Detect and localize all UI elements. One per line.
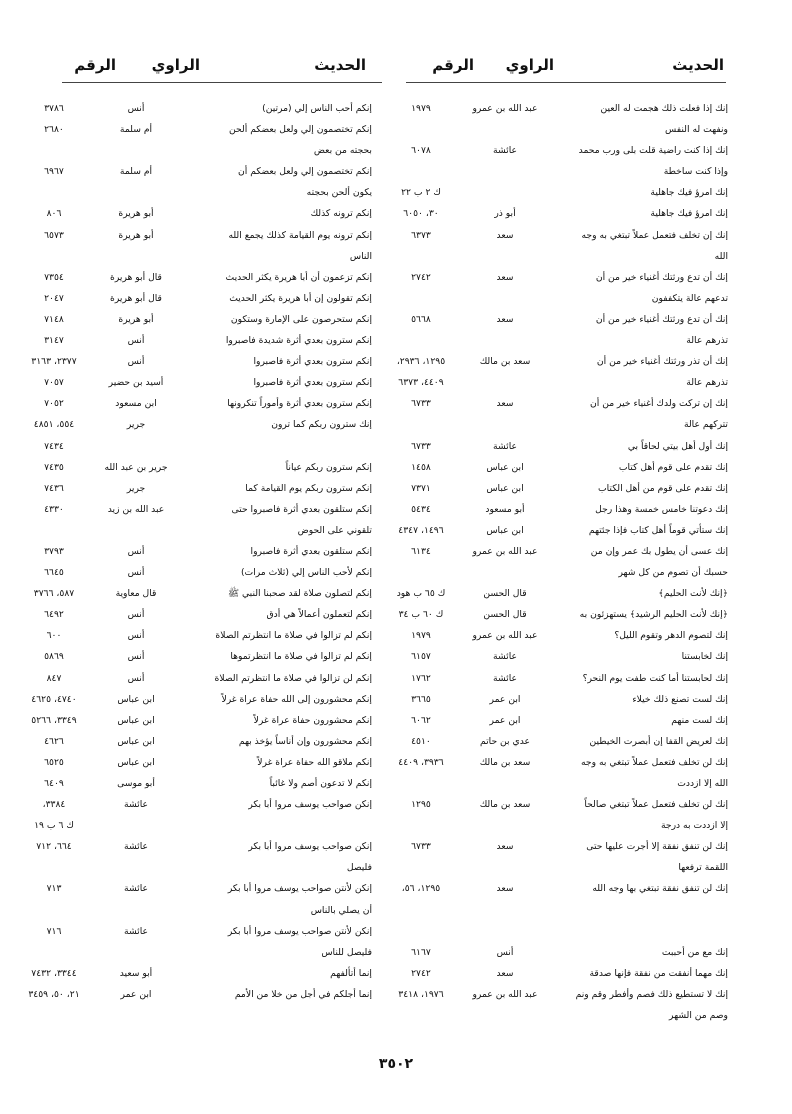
left-narrator-cell: أبو سعيد [119, 967, 153, 979]
left-number-cell: ك ٦ ب ١٩ [34, 820, 74, 832]
right-narrator-cell: أبو ذر [494, 208, 516, 220]
right-number-cell: ١٢٩٥، ٥٦، [401, 883, 441, 895]
left-narrator-cell: أسيد بن حضير [108, 377, 164, 389]
right-hadith-cell: اللقمة ترفعها [678, 862, 728, 874]
left-narrator-cell: قال معاوية [115, 588, 157, 600]
right-hadith-cell: إنك دعوتنا خامس خمسة وهذا رجل [595, 503, 728, 515]
left-number-cell: ٢٣٧٧، ٣١٦٣ [31, 356, 77, 368]
table-row [0, 140, 792, 161]
right-narrator-cell: سعد [496, 398, 514, 410]
table-row [0, 457, 792, 478]
left-hadith-cell: إنما أتألفهم [330, 967, 372, 979]
left-number-cell: ٦٠٠ [46, 630, 62, 642]
left-narrator-cell: عائشة [124, 925, 148, 937]
right-hadith-cell: إنك أن تدع ورثتك أغنياء خير من أن [595, 313, 728, 325]
left-narrator-cell: جرير بن عبد الله [104, 461, 168, 473]
right-number-cell: ٣٦٦٥ [411, 693, 431, 705]
left-hadith-cell: إنكم ستلقون بعدي أثرة فاصبروا [250, 545, 372, 557]
right-number-cell: ١٩٧٦، ٣٤١٨ [398, 988, 444, 1000]
right-narrator-cell: سعد [496, 313, 514, 325]
right-number-cell: ١٩٧٩ [411, 103, 431, 114]
right-narrator-cell: قال الحسن [483, 609, 527, 621]
left-hadith-cell: إنكم سترون بعدي أثرة فاصبروا [253, 377, 372, 389]
table-row [0, 710, 792, 731]
left-narrator-cell: عائشة [124, 841, 148, 853]
right-narrator-cell: عائشة [493, 651, 517, 663]
left-number-cell: ٧٤٣٥ [44, 461, 64, 473]
right-narrator-cell: عبد الله بن عمرو [472, 545, 538, 557]
left-hadith-cell: تلقوني على الحوض [297, 524, 372, 536]
left-number-cell: ٢١، ٥٠، ٣٤٥٩ [28, 988, 80, 1000]
left-narrator-cell: أم سلمة [119, 124, 153, 136]
right-narrator-cell: ابن عمر [489, 693, 521, 705]
right-hadith-cell: إنك إذا فعلت ذلك هجمت له العين [600, 103, 728, 114]
right-hadith-cell: إنك امرؤ فيك جاهلية [650, 208, 728, 220]
left-hadith-cell: إنكن صواحب يوسف مروا أبا بكر [248, 841, 372, 853]
right-narrator-cell: ابن عباس [486, 461, 524, 473]
left-number-cell: ٦٦٤، ٧١٢ [36, 841, 72, 853]
left-number-cell: ٧٤٣٦ [44, 482, 64, 494]
left-hadith-cell: إنكم سترون بعدي أثرة فاصبروا [253, 356, 372, 368]
table-row [0, 942, 792, 963]
right-hadith-cell: إنك لخابستنا [681, 651, 728, 663]
right-hadith-cell: ونفهت له النفس [665, 124, 728, 136]
left-number-cell: ٣٣٤٩، ٥٢٦٦ [31, 714, 77, 726]
right-hadith-cell: إنك امرؤ فيك جاهلية [650, 187, 728, 199]
left-narrator-cell: جرير [126, 419, 146, 431]
table-row [0, 499, 792, 520]
table-row [0, 815, 792, 836]
left-hadith-cell: إنكم سترون بعدي أثرة وأموراً تنكرونها [227, 398, 372, 410]
right-hadith-cell: وصم من الشهر [669, 1010, 728, 1022]
table-row [0, 267, 792, 288]
table-row [0, 541, 792, 562]
right-narrator-cell: ابن عمر [489, 714, 521, 726]
right-number-cell: ١٢٩٥ [411, 799, 431, 811]
left-hadith-cell: إنكم أحب الناس إلي (مرتين) [262, 103, 372, 114]
left-number-cell: ٨٠٦ [46, 208, 62, 220]
left-hadith-cell: إنكم تختصمون إلي ولعل بعضكم أن [237, 166, 372, 178]
table-row [0, 330, 792, 351]
left-narrator-cell: ابن مسعود [115, 398, 157, 410]
left-narrator-cell: أنس [127, 630, 145, 642]
right-hadith-cell: إنك لا تستطيع ذلك فصم وأفطر وقم ونم [575, 988, 728, 1000]
left-hadith-cell: إنكم سترون ربكم يوم القيامة كما [245, 482, 372, 494]
right-number-cell: ٣٠، ٦٠٥٠ [403, 208, 439, 220]
right-hadith-cell: إنك مع من أحببت [661, 946, 728, 958]
table-row [0, 900, 792, 921]
left-hadith-cell: إنكم تزعمون أن أبا هريرة يكثر الحديث [225, 271, 372, 283]
right-hadith-cell: إنك لست تصنع ذلك خيلاء [632, 693, 728, 705]
right-hadith-cell: تذرهم عالة [686, 335, 728, 347]
right-number-cell: ٥٦٦٨ [411, 313, 431, 325]
left-number-cell: ٧٠٥٧ [44, 377, 64, 389]
right-hadith-cell: إنك لن تنفق نفقة إلا أجرت عليها حتى [586, 841, 728, 853]
table-row [0, 857, 792, 878]
left-number-cell: ٦٥٧٣ [44, 229, 64, 241]
left-number-cell: ٧٤٣٤ [44, 440, 64, 452]
table-row [0, 604, 792, 625]
right-hadith-cell: ﴿إنك لأنت الحليم الرشيد﴾ يستهزئون به [579, 609, 728, 621]
left-number-cell: ٣٣٤٤، ٧٤٣٢ [31, 967, 77, 979]
table-row [0, 963, 792, 984]
table-row [0, 309, 792, 330]
left-number-cell: ٢٠٤٧ [44, 292, 64, 304]
left-number-cell: ٢٦٨٠ [44, 124, 64, 136]
table-row [0, 773, 792, 794]
table-row [0, 203, 792, 224]
right-hadith-cell: وإذا كنت ساخطة [663, 166, 728, 178]
right-hadith-cell: إنك تقدم على قوم من أهل الكتاب [597, 482, 728, 494]
right-hadith-cell: إلا ازددت به درجة [661, 820, 728, 832]
left-hadith-cell: إنكم لن تزالوا في صلاة ما انتظرتم الصلاة [214, 672, 372, 684]
left-hadith-cell: إنكم ترونه يوم القيامة كذلك يجمع الله [228, 229, 372, 241]
left-narrator-cell: ابن عمر [120, 988, 152, 1000]
left-narrator-cell: أبو هريرة [118, 208, 154, 220]
right-narrator-cell: عائشة [493, 440, 517, 452]
right-number-cell: ٦١٦٧ [411, 946, 431, 958]
table-row [0, 351, 792, 372]
left-hadith-cell: بحجته من بعض [313, 145, 372, 157]
left-narrator-cell: أنس [127, 335, 145, 347]
right-hadith-cell: إنك إذا كنت راضية قلت بلى ورب محمد [578, 145, 728, 157]
left-hadith-cell: إنك سترون ربكم كما ترون [271, 419, 372, 431]
left-hadith-cell: إنكم لا تدعون أصم ولا غائباً [269, 778, 372, 789]
right-hadith-cell: إنك تقدم على قوم أهل كتاب [618, 461, 728, 473]
right-hadith-cell: تدعهم عالة يتكففون [651, 292, 728, 304]
right-hadith-cell: إنك عسى أن يطول بك عمر وإن من [590, 545, 728, 557]
right-narrator-cell: سعد [496, 271, 514, 283]
right-number-cell: ٦١٣٤ [411, 545, 431, 557]
left-narrator-cell: أم سلمة [119, 166, 153, 178]
right-narrator-cell: سعد بن مالك [479, 799, 531, 811]
table-row [0, 119, 792, 140]
left-number-cell: ٧١٤٨ [44, 313, 64, 325]
left-number-cell: ٣٧٩٣ [44, 545, 64, 557]
left-narrator-header: الراوي [151, 56, 200, 74]
right-narrator-cell: سعد بن مالك [479, 756, 531, 768]
left-hadith-cell: إنكم ترونه كذلك [310, 208, 372, 220]
left-hadith-cell: أن يصلي بالناس [310, 904, 372, 916]
right-hadith-cell: إنك أول أهل بيتي لحاقاً بي [627, 440, 728, 452]
right-hadith-cell: الله [714, 250, 728, 262]
right-number-cell: ٢٧٤٢ [411, 967, 431, 979]
left-narrator-cell: أنس [127, 545, 145, 557]
right-narrator-cell: عائشة [493, 672, 517, 684]
left-hadith-cell: إنكم لتصلون صلاة لقد صحبنا النبي ﷺ [228, 588, 372, 600]
left-hadith-cell: إنكن لأنتن صواحب يوسف مروا أبا بكر [227, 925, 372, 937]
right-number-cell: ٧٣٧١ [411, 482, 431, 494]
right-hadith-cell: إنك لن تخلف فتعمل عملاً تبتغي به وجه [581, 756, 728, 768]
left-hadith-cell: إنكم ملاقو الله حفاة عراة غرلاً [257, 756, 372, 768]
left-narrator-cell: أنس [127, 672, 145, 684]
right-hadith-cell: تذرهم عالة [686, 377, 728, 389]
left-narrator-cell: أبو موسى [117, 778, 155, 789]
right-number-cell: ١٤٩٦، ٤٣٤٧ [398, 524, 444, 536]
right-number-cell: ٦١٥٧ [411, 651, 431, 663]
right-hadith-cell: إنك إن تخلف فتعمل عملاً تبتغي به وجه [581, 229, 728, 241]
right-number-cell: ٦٧٣٣ [411, 398, 431, 410]
table-row [0, 98, 792, 119]
right-number-cell: ٢٧٤٢ [411, 271, 431, 283]
right-narrator-cell: سعد [496, 883, 514, 895]
table-row [0, 583, 792, 604]
left-number-cell: ٤٦٢٦ [44, 735, 64, 747]
left-hadith-header: الحديث [314, 56, 366, 74]
left-hadith-cell: إنكم لم تزالوا في صلاة ما انتظرتموها [230, 651, 372, 663]
right-number-cell: ك ٢ ب ٢٢ [401, 187, 441, 199]
table-row [0, 625, 792, 646]
left-hadith-cell: إنكم لتعملون أعمالاً هي أدق [266, 609, 372, 621]
table-row [0, 478, 792, 499]
left-hadith-cell: إنكم تقولون إن أبا هريرة يكثر الحديث [229, 292, 372, 304]
left-narrator-cell: أنس [127, 567, 145, 579]
right-hadith-cell: ﴿إنك لأنت الحليم﴾ [658, 588, 728, 600]
table-row [0, 921, 792, 942]
right-narrator-cell: سعد [496, 229, 514, 241]
right-hadith-cell: إنك لن تخلف فتعمل عملاً تبتغي صالحاً [584, 799, 728, 811]
left-hadith-cell: إنكم ستحرصون على الإمارة وستكون [230, 313, 372, 325]
right-number-cell: ١٢٩٥، ٢٩٣٦، [396, 356, 446, 368]
right-hadith-cell: تتركهم عالة [683, 419, 728, 431]
left-number-cell: ٨٤٧ [46, 672, 62, 684]
left-hadith-cell: إنكم سترون بعدي أثرة شديدة فاصبروا [225, 335, 372, 347]
right-number-cell: ك ٦٠ ب ٣٤ [398, 609, 444, 621]
left-number-cell: ٣٣٨٤، [42, 799, 66, 811]
right-hadith-cell: إنك ستأتي قوماً أهل كتاب فإذا جئتهم [588, 524, 728, 536]
table-row [0, 984, 792, 1005]
right-hadith-cell: الله إلا ازددت [677, 778, 728, 789]
left-number-header: الرقم [74, 56, 116, 74]
left-number-cell: ٧٣٥٤ [44, 271, 64, 283]
right-hadith-cell: إنك لست منهم [671, 714, 728, 726]
left-narrator-cell: قال أبو هريرة [110, 271, 162, 283]
left-hadith-cell: يكون ألحن بحجته [306, 187, 372, 199]
right-number-cell: ٦٧٣٣ [411, 841, 431, 853]
right-number-cell: ك ٦٥ ب هود [396, 588, 446, 600]
right-narrator-cell: عبد الله بن عمرو [472, 988, 538, 1000]
left-narrator-cell: ابن عباس [117, 735, 155, 747]
right-number-header: الرقم [432, 56, 474, 74]
right-narrator-cell: سعد [496, 841, 514, 853]
left-hadith-cell: إنكن لأنتن صواحب يوسف مروا أبا بكر [227, 883, 372, 895]
left-hadith-cell: إنكم تختصمون إلي ولعل بعضكم ألحن [229, 124, 372, 136]
right-narrator-cell: أبو مسعود [485, 503, 525, 515]
right-narrator-cell: أنس [496, 946, 514, 958]
header-rule-right [406, 82, 726, 83]
page-number: ٣٥٠٢ [378, 1056, 414, 1072]
left-number-cell: ٣٧٨٦ [44, 103, 64, 114]
left-number-cell: ٦٥٢٥ [44, 756, 64, 768]
right-number-cell: ١٩٧٩ [411, 630, 431, 642]
table-row [0, 436, 792, 457]
right-narrator-cell: قال الحسن [483, 588, 527, 600]
table-row [0, 794, 792, 815]
left-narrator-cell: أنس [127, 651, 145, 663]
left-number-cell: ٥٨٦٩ [44, 651, 64, 663]
right-narrator-cell: ابن عباس [486, 524, 524, 536]
left-hadith-cell: إنكم ستلقون بعدي أثرة فاصبروا حتى [231, 503, 372, 515]
table-row [0, 520, 792, 541]
left-number-cell: ٦٤٩٢ [44, 609, 64, 621]
left-hadith-cell: فليصل للناس [321, 946, 372, 958]
left-number-cell: ٣١٤٧ [44, 335, 64, 347]
table-row [0, 1005, 792, 1026]
right-hadith-header: الحديث [672, 56, 724, 74]
right-hadith-cell: إنك لحابستنا أما كنت طفت يوم النحر؟ [582, 672, 728, 684]
left-number-cell: ٤٧٤٠، ٤٦٢٥ [31, 693, 77, 705]
left-number-cell: ٥٥٤، ٤٨٥١ [33, 419, 75, 431]
right-narrator-cell: سعد [496, 967, 514, 979]
left-narrator-cell: أبو هريرة [118, 313, 154, 325]
right-hadith-cell: إنك إن تركت ولدك أغنياء خير من أن [589, 398, 728, 410]
left-number-cell: ٧١٣ [46, 883, 62, 895]
left-narrator-cell: ابن عباس [117, 714, 155, 726]
table-row [0, 689, 792, 710]
left-narrator-cell: عبد الله بن زيد [107, 503, 165, 515]
left-narrator-cell: عائشة [124, 799, 148, 811]
left-hadith-cell: إنكم محشورون حفاة عراة غرلاً [253, 714, 372, 726]
left-hadith-cell: إنما أجلكم في أجل من خلا من الأمم [234, 988, 372, 1000]
right-hadith-cell: حسبك أن تصوم من كل شهر [618, 567, 728, 579]
right-narrator-cell: عائشة [493, 145, 517, 157]
left-number-cell: ٤٣٣٠ [44, 503, 64, 515]
table-row [0, 752, 792, 773]
left-number-cell: ٧٠٥٢ [44, 398, 64, 410]
left-narrator-cell: ابن عباس [117, 756, 155, 768]
left-number-cell: ٦٦٤٥ [44, 567, 64, 579]
right-narrator-cell: عبد الله بن عمرو [472, 630, 538, 642]
left-hadith-cell: إنكم لم تزالوا في صلاة ما انتظرتم الصلاة [215, 630, 372, 642]
table-row [0, 668, 792, 689]
left-hadith-cell: الناس [349, 250, 372, 262]
table-row [0, 646, 792, 667]
right-number-cell: ١٧٦٢ [411, 672, 431, 684]
left-narrator-cell: أنس [127, 356, 145, 368]
right-number-cell: ٦٠٧٨ [411, 145, 431, 157]
table-row [0, 414, 792, 435]
table-row [0, 161, 792, 182]
left-hadith-cell: إنكم محشورون وإن أناساً يؤخذ بهم [238, 735, 372, 747]
table-row [0, 182, 792, 203]
left-number-cell: ٦٤٠٩ [44, 778, 64, 789]
left-hadith-cell: إنكم محشورون إلى الله حفاة عراة غرلاً [221, 693, 372, 705]
table-row [0, 225, 792, 246]
right-number-cell: ١٤٥٨ [411, 461, 431, 473]
left-number-cell: ٥٨٧، ٣٧٦٦ [33, 588, 75, 600]
left-narrator-cell: أنس [127, 103, 145, 114]
header-rule-left [62, 82, 382, 83]
table-row [0, 836, 792, 857]
right-number-cell: ٣٩٣٦، ٤٤٠٩ [398, 756, 444, 768]
table-row [0, 393, 792, 414]
left-narrator-cell: ابن عباس [117, 693, 155, 705]
left-hadith-cell: فليصل [346, 862, 372, 874]
table-row [0, 731, 792, 752]
right-hadith-cell: إنك لن تنفق نفقة تبتغي بها وجه الله [592, 883, 728, 895]
table-row [0, 878, 792, 899]
left-number-cell: ٧١٦ [46, 925, 62, 937]
left-hadith-cell: إنكن صواحب يوسف مروا أبا بكر [248, 799, 372, 811]
right-hadith-cell: إنك لعريض القفا إن أبصرت الخيطين [589, 735, 728, 747]
left-narrator-cell: جرير [126, 482, 146, 494]
left-narrator-cell: عائشة [124, 883, 148, 895]
right-narrator-cell: عبد الله بن عمرو [472, 103, 538, 114]
left-narrator-cell: قال أبو هريرة [110, 292, 162, 304]
right-narrator-cell: عدي بن حاتم [479, 735, 531, 747]
left-hadith-cell: إنكم لأحب الناس إلي (ثلاث مرات) [240, 567, 372, 579]
right-hadith-cell: إنك أن تذر ورثتك أغنياء خير من أن [596, 356, 728, 368]
right-narrator-cell: سعد بن مالك [479, 356, 531, 368]
left-narrator-cell: أنس [127, 609, 145, 621]
index-table [0, 98, 792, 1026]
right-hadith-cell: إنك لتصوم الدهر وتقوم الليل؟ [614, 630, 728, 642]
right-hadith-cell: إنك مهما أنفقت من نفقة فإنها صدقة [589, 967, 728, 979]
right-number-cell: ٥٤٣٤ [411, 503, 431, 515]
table-row [0, 372, 792, 393]
left-number-cell: ٦٩٦٧ [44, 166, 64, 178]
right-number-cell: ٦٧٣٣ [411, 440, 431, 452]
table-row [0, 246, 792, 267]
left-hadith-cell: إنكم سترون ربكم عياناً [285, 461, 372, 473]
right-narrator-header: الراوي [505, 56, 554, 74]
left-narrator-cell: أبو هريرة [118, 229, 154, 241]
table-row [0, 288, 792, 309]
right-number-cell: ٤٥١٠ [411, 735, 431, 747]
right-number-cell: ٦٠٦٢ [411, 714, 431, 726]
table-row [0, 562, 792, 583]
right-hadith-cell: إنك أن تدع ورثتك أغنياء خير من أن [595, 271, 728, 283]
right-number-cell: ٤٤٠٩، ٦٣٧٣ [398, 377, 444, 389]
right-number-cell: ٦٣٧٣ [411, 229, 431, 241]
right-narrator-cell: ابن عباس [486, 482, 524, 494]
